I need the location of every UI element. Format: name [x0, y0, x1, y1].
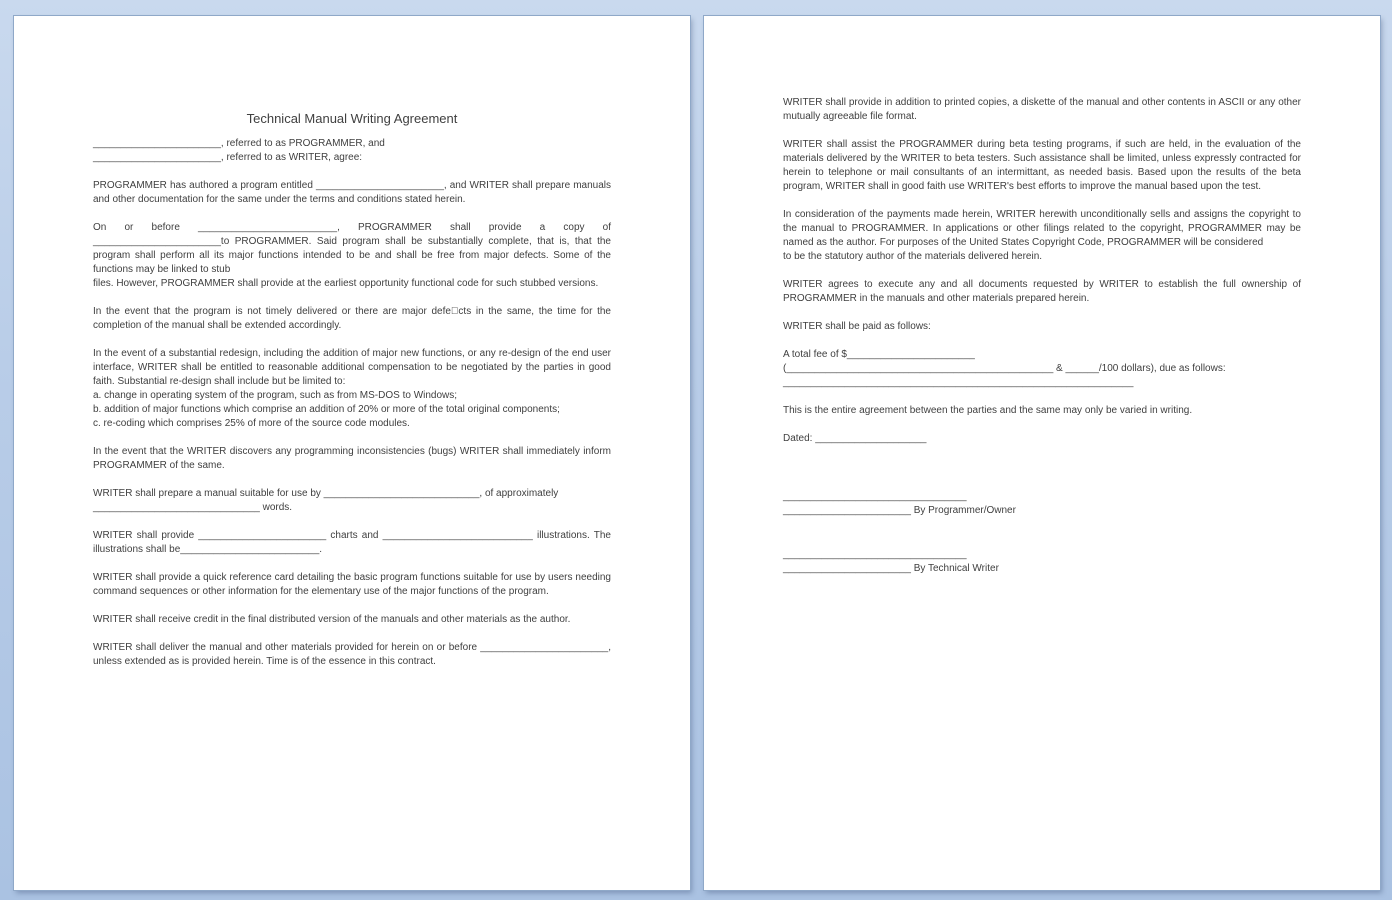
paragraph-entire-agreement: This is the entire agreement between the parties and the same may only be varied in writing. — [783, 405, 1193, 416]
document-title: Technical Manual Writing Agreement — [246, 111, 458, 126]
paragraph-total-fee: A total fee of $_______________________ (________________________________________________ & ______/100 dollars), due as follows: _______________________________________________________________ — [783, 349, 1226, 388]
paragraph-program-authored: PROGRAMMER has authored a program entitled _______________________, and WRITER shall prepare manuals and other documentation for the same under the terms and conditions stated herein. — [93, 180, 611, 205]
paragraph-delivery-deadline: WRITER shall deliver the manual and other materials provided for herein on or before _______________________, unless extended as is provided herein. Time is of the essence in this contract. — [93, 642, 611, 667]
page-2-content — [783, 96, 1301, 576]
signature-spacer — [783, 460, 1301, 490]
paragraph-ownership: WRITER agrees to execute any and all documents requested by WRITER to establish the full ownership of PROGRAMMER in the manuals and other materials prepared herein. — [783, 279, 1301, 304]
paragraph-copyright: In consideration of the payments made herein, WRITER herewith unconditionally sells and assigns the copyright to the manual to PROGRAMMER. In applications or other filings related to the copyright, PROGRAMMER may be named as the author. For purposes of the United States Copyright Code, PROGRAMMER will be considered to be the statutory author of the materials delivered herein. — [783, 209, 1301, 262]
paragraph-reference-card: WRITER shall provide a quick reference card detailing the basic program functions suitable for use by users needing command sequences or other information for the elementary use of the major functions of the program. — [93, 572, 611, 597]
signature-technical-writer: _________________________________ _______________________ By Technical Writer — [783, 549, 999, 574]
document-page-2 — [704, 16, 1380, 890]
page-1-content — [93, 111, 611, 669]
paragraph-bugs: In the event that the WRITER discovers any programming inconsistencies (bugs) WRITER shall immediately inform PROGRAMMER of the same. — [93, 446, 611, 471]
signature-spacer — [783, 518, 1301, 548]
paragraph-program-delivery: On or before _________________________, PROGRAMMER shall provide a copy of _______________________to PROGRAMMER. Said program shall be substantially complete, that is, that the program shall perform all its major functions intended to be and shall be free from major defects. Some of the functions may be linked to stub files. However, PROGRAMMER shall provide at the earliest opportunity functional code for such stubbed versions. — [93, 222, 611, 289]
paragraph-diskette: WRITER shall provide in addition to printed copies, a diskette of the manual and other contents in ASCII or any other mutually agreeable file format. — [783, 97, 1301, 122]
paragraph-redesign: In the event of a substantial redesign, including the addition of major new functions, or any re-design of the end user interface, WRITER shall be entitled to reasonable additional compensation to be negotiated by the parties in good faith. Substantial re-design shall include but be limited to: a. change in operating system of the program, such as from MS-DOS to Windows; b. addition of major functions which comprise an addition of 20% or more of the total original components; c. re-coding which comprises 25% of more of the source code modules. — [93, 348, 611, 429]
paragraph-beta-testing: WRITER shall assist the PROGRAMMER during beta testing programs, if such are held, in the evaluation of the materials delivered by the WRITER to beta testers. Such assistance shall be limited, unless expressly contracted for herein to telephone or mail consultants of an intermittant, as needed basis. Based upon the results of the beta program, WRITER shall in good faith use WRITER's best efforts to improve the manual based upon the test. — [783, 139, 1301, 192]
paragraph-charts-illustrations: WRITER shall provide _______________________ charts and ___________________________ illustrations. The illustrations shall be_________________________. — [93, 530, 611, 555]
paragraph-credit: WRITER shall receive credit in the final distributed version of the manuals and other materials as the author. — [93, 614, 571, 625]
paragraph-parties: _______________________, referred to as PROGRAMMER, and _______________________, referred to as WRITER, agree: — [93, 138, 385, 163]
paragraph-late-delivery: In the event that the program is not timely delivered or there are major defe cts in the same, the time for the completion of the manual shall be extended accordingly. — [93, 306, 611, 331]
paragraph-manual-length: WRITER shall prepare a manual suitable for use by ____________________________, of approximately ______________________________ words. — [93, 488, 559, 513]
signature-programmer: _________________________________ _______________________ By Programmer/Owner — [783, 491, 1016, 516]
paragraph-dated: Dated: ____________________ — [783, 433, 927, 444]
document-page-1 — [14, 16, 690, 890]
paragraph-payment-intro: WRITER shall be paid as follows: — [783, 321, 931, 332]
